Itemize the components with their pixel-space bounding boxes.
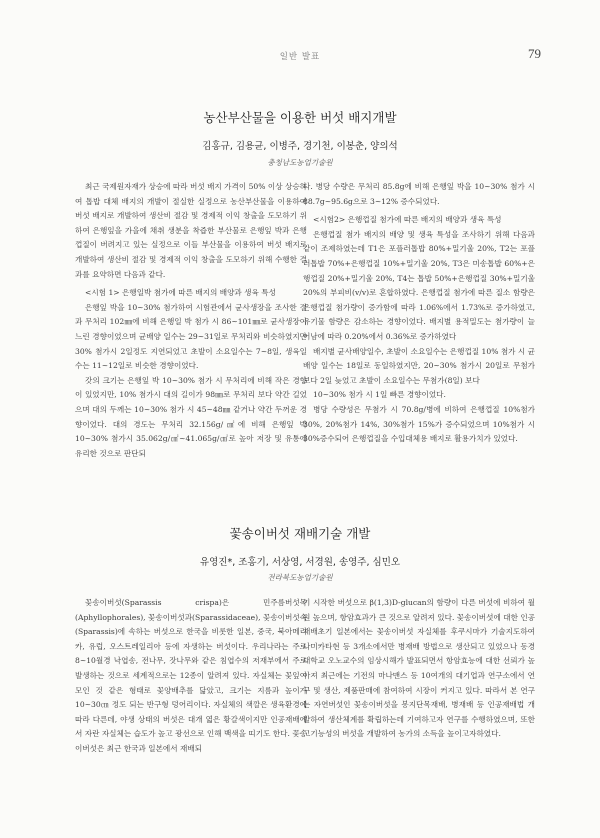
article1-left-column bbox=[75, 180, 307, 461]
running-head: 일반 발표 bbox=[279, 52, 321, 62]
paragraph: 병당 수량성은 무첨가 시 70.8g/병에 비하여 은행껍질 10%첨가 30%, 20%첨가 14%, 30%첨가 15%가 증수되었으며 10%첨가 시 30%증수되어 은행껍질을 수입대체용 배지로 활용가치가 있었다. bbox=[303, 404, 535, 444]
paragraph: 은행잎 박을 10~30% 첨가하여 시험관에서 균사생장을 조사한 결과 무처리 102㎜에 비해 은행일 박 첨가 시 86~101㎜로 균사생장이 느린 경향이었으며 균배양 일수는 29~31일로 무처리와 비슷하였지만 30% 첨가시 2일정도 지연되었고 초발이 소요일수는 7~8일, 생육일수는 11~12일로 비슷한 경향이었다. bbox=[75, 302, 307, 371]
article1-authors: 김홍규, 김용균, 이병주, 경기천, 이봉춘, 양의석 bbox=[202, 141, 398, 152]
paragraph: 기 시작한 버섯으로 β(1,3)D-glucan의 함량이 다른 버섯에 비하여 월원 높으며, 항암효과가 큰 것으로 알려져 있다. 꽃송이버섯에 대한 인공재배초기 일본에서는 꽃송이버섯 자실체를 후쿠시마가 기술지도하여 나미카타현 등 3개소에서만 병재배 방법으로 생산되고 있었으나 동경대학교 오노교수의 임상시해가 발표되면서 항암효능에 대한 선뢰가 높아져 최근에는 기전의 마나맨스 등 10여개의 대기업과 연구소에서 연구 및 생산, 제품판매에 참여하여 시장이 커지고 있다. 따라서 본 연구는 자연버섯인 꽃송이버섯을 봉지단목재배, 병재배 등 인공재배법 개발하여 생산체계를 확립하는데 기여하고자 연구를 수행하였으며, 또한 고기능성의 버섯을 개발하여 농가의 소득을 높이고자하였다. bbox=[303, 598, 535, 739]
article1-affiliation: 충청남도농업기술원 bbox=[267, 158, 333, 167]
article2-title: 꽃송이버섯 재배기술 개발 bbox=[229, 526, 371, 541]
article1-right-column bbox=[303, 180, 535, 447]
article2-left-column bbox=[75, 596, 307, 757]
page-number: 79 bbox=[528, 46, 541, 61]
article1-title: 농산부산물을 이용한 버섯 배지개발 bbox=[203, 110, 397, 125]
article2-authors: 유영진*, 조홍기, 서상영, 서경원, 송영주, 심민오 bbox=[199, 557, 401, 568]
article2-affiliation: 전라북도농업기술원 bbox=[267, 573, 333, 582]
paragraph: 꽃송이버섯(Sparassis crispa)은 민주름버섯목(Aphyllophorales), 꽃송이버섯과(Sparassidaceae), 꽃송이버섯속(Sparassis)에 속하는 버섯으로 한국을 비롯한 일본, 중국, 북아메리카, 유럽, 오스트레일리아 등에 자생하는 버섯이다. 우리나라는 주로 8~10월경 낙엽송, 전나무, 잣나무와 같은 침엽수의 저재부에서 주로 발생하는 것으로 세계적으로는 12종이 알려져 있다. 자실체는 꽃잎이 모인 것 같은 형태로 꽃양배추를 닮았고, 크기는 지름과 높이가 10~30㎝ 정도 되는 반구형 덩어리이다. 자실체의 색깔은 생육환경에 따라 다른데, 야생 상태의 버섯은 대개 엷은 황갈색이지만 인공재배에서 자란 자실체는 습도가 높고 광선으로 인해 백색을 띠기도 한다. 꽃송이버섯은 최근 한국과 일본에서 재배되 bbox=[75, 598, 307, 753]
paragraph: 10~30% 첨가 시 1일 빠른 경향이었다. bbox=[313, 390, 446, 400]
paragraph: 배지별 균사배양일수, 초발이 소요일수는 은행껍질 10% 첨가 시 균배양 일수는 18일로 동일하였지만, 20~30% 첨가시 20일로 무첨가 보다 2일 늦었고 초발이 소요일수는 무첨가(8일) 보다 bbox=[303, 346, 535, 385]
article2-right-column bbox=[303, 596, 535, 742]
section-heading: <시험 1> 은행일박 첨가에 따른 배지의 배양과 생육 특성 bbox=[85, 288, 276, 298]
paragraph: 갓의 크기는 은행잎 박 10~30% 첨가 시 무처리에 비해 작은 경향이 있었지만, 10% 첨가시 대의 길이가 98㎜로 무처리 보다 약간 길었으며 대의 두께는 10~30% 첨가 시 45~48㎜ 같거나 약간 두꺼운 경향이었다. 대의 경도는 무처리 32.156g/㎠에 비해 은행잎 박 10~30% 첨가시 35.062g/㎠~41.065g/㎠로 높아 저장 및 유통에 유리한 것으로 판단되 bbox=[75, 375, 307, 458]
paragraph: 은행껍질 첨가 배지의 배양 및 생육 특성을 조사하기 위해 다음과 같이 조제하였는데 T1은 포플러톱밥 80%+밀기울 20%, T2는 포플러톱밥 70%+은행껍질 10%+밀기울 20%, T3은 미송톱밥 60%+은행껍질 20%+밀기울 20%, T4는 톱밥 50%+은행껍질 30%+밀기울 20%의 부피비(v/v)로 혼합하였다. 은행껍질 첨가에 따른 질소 함량은 은행껍질 첨가량이 증가함에 따라 1.06%에서 1.73%로 증가하였고, 유기물 함량은 감소하는 경향이었다. 배지별 용적밀도는 첨가량이 늘어남에 따라 0.20%에서 0.36%로 증가하였다 bbox=[303, 229, 535, 341]
paragraph: 다. 병당 수량은 무처리 85.8g에 비해 은행잎 박을 10~30% 첨가 시 88.7g~95.6g으로 3~12% 증수되었다. bbox=[303, 182, 535, 206]
section-heading: <시험2> 은행껍질 첨가에 따른 배지의 배양과 생육 특성 bbox=[313, 215, 502, 225]
paragraph: 최근 국제원자재가 상승에 따라 버섯 배지 가격이 50% 이상 상승하여 톱밥 대체 배지의 개발이 절실한 실정으로 농산부산물을 이용하여 버섯 배지로 개발하여 생산비 절감 및 경제적 이익 창출을 도모하기 위하여 은행잎을 가을에 채취 생분을 착즙한 부산물로 은행잎 박과 은행껍질이 버려지고 있는 실정으로 이들 부산물을 이용하여 버섯 배지로 개발하여 생산비 절감 및 경제적 이익 창출을 도모하기 위해 수행한 결과를 요약하면 다음과 같다. bbox=[75, 182, 307, 279]
